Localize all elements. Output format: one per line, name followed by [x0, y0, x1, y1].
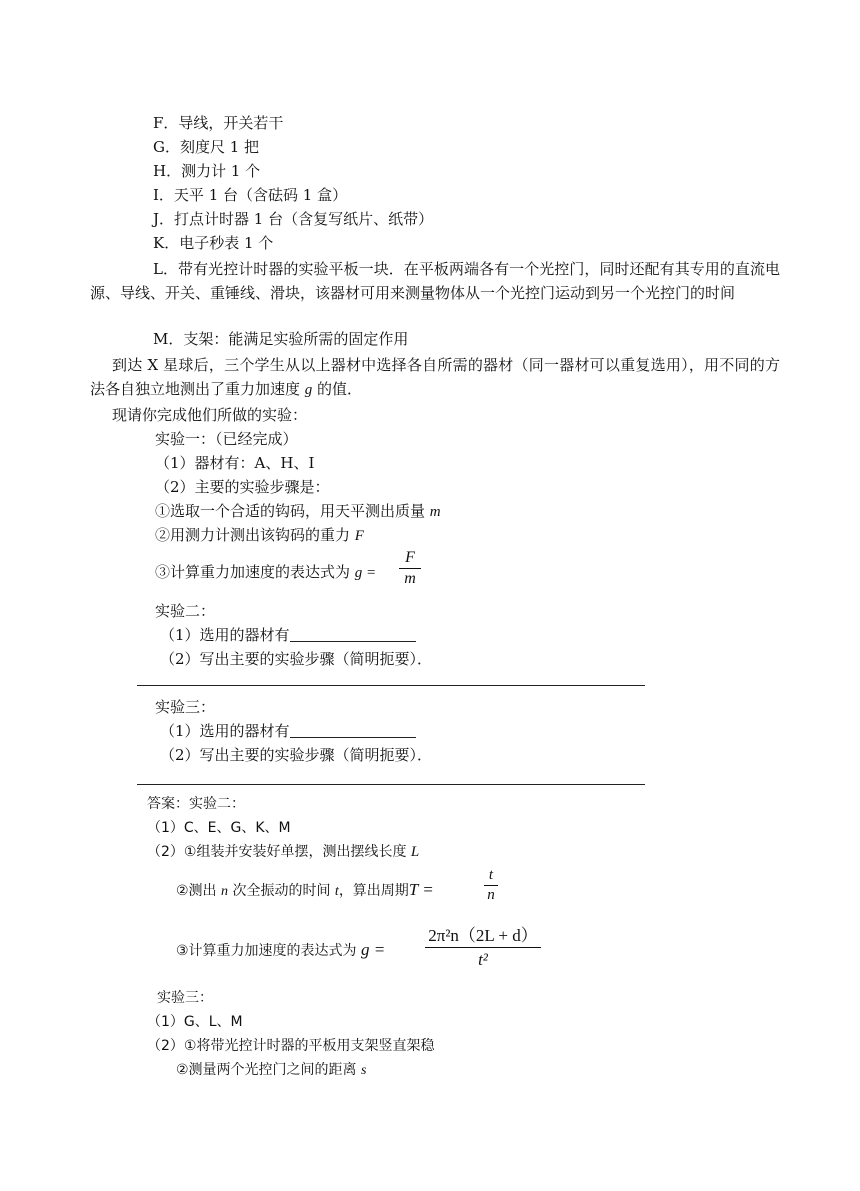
exp2-answer-line[interactable]	[137, 685, 645, 686]
answer-exp3-equipment: （1）G、L、M	[147, 1014, 243, 1030]
exp1-title: 实验一：（已经完成）	[155, 430, 298, 448]
item-M: M．支架：能满足实验所需的固定作用	[153, 330, 409, 348]
answer-exp3-step2	[176, 1060, 366, 1081]
exp1-steps-title: （2）主要的实验步骤是：	[155, 478, 330, 496]
answer-exp2-step2-var-n: n	[221, 884, 229, 899]
exp1-formula-lhs: g =	[354, 565, 377, 581]
exp3-equipment-blank[interactable]	[290, 723, 416, 738]
intro-paragraph	[90, 353, 780, 402]
item-F: F．导线，开关若干	[153, 114, 284, 132]
exp3-answer-line[interactable]	[137, 784, 645, 785]
item-K: K．电子秒表 1 个	[153, 234, 274, 252]
answer-exp2-step2	[176, 880, 434, 902]
exp2-equipment	[160, 625, 416, 645]
exp2-equipment-label: （1）选用的器材有	[160, 626, 290, 644]
intro-var-g: g	[304, 382, 313, 398]
answer-exp2-step1-text: （2）①组装并安装好单摆，测出摆线长度	[147, 844, 411, 860]
answer-exp2-step2-text-a: ②测出	[176, 883, 222, 899]
exp2-steps-prompt: （2）写出主要的实验步骤（简明扼要）．	[160, 650, 433, 668]
period-lhs: T =	[408, 880, 434, 899]
answer-exp3-title: 实验三：	[157, 990, 213, 1006]
exp1-equipment: （1）器材有：A、H、I	[155, 454, 315, 472]
answer-exp2-step1	[147, 842, 419, 862]
answer-exp2-step3	[176, 940, 385, 961]
exp1-step2-var: F	[354, 528, 364, 544]
answer-exp2-step2-var-t: t	[334, 884, 339, 899]
exp1-formula-fraction	[399, 548, 421, 589]
exp1-step3-text: ③计算重力加速度的表达式为	[155, 563, 355, 581]
exp3-steps-prompt: （2）写出主要的实验步骤（简明扼要）．	[160, 746, 433, 764]
answer-exp2-equipment: （1）C、E、G、K、M	[147, 820, 291, 836]
g-formula-numerator: 2π²n（2L + d）	[428, 926, 538, 945]
answer-exp3-step2-text: ②测量两个光控门之间的距离	[176, 1062, 362, 1078]
exp1-step3	[155, 562, 376, 583]
exp2-equipment-blank[interactable]	[290, 627, 416, 642]
exp1-formula-denominator: m	[404, 570, 416, 587]
exp1-step1	[155, 501, 441, 522]
exp3-equipment	[160, 721, 416, 741]
answer-exp3-step1: （2）①将带光控计时器的平板用支架竖直架稳	[147, 1038, 435, 1054]
answer-exp2-step2-text-c: ，算出周期	[338, 883, 409, 899]
g-formula-lhs: g =	[361, 940, 386, 959]
intro-text-b: 的值．	[312, 380, 363, 398]
exp3-equipment-label: （1）选用的器材有	[160, 722, 290, 740]
g-formula-fraction	[425, 924, 541, 971]
exp1-step2	[155, 525, 364, 546]
item-I: I．天平 1 台（含砝码 1 盒）	[153, 186, 348, 204]
exp1-formula-numerator: F	[405, 549, 415, 566]
answer-exp2-step1-var: L	[410, 844, 420, 860]
g-formula-denominator: t²	[478, 950, 488, 969]
answer-heading: 答案：实验二：	[147, 796, 245, 812]
intro-text-a: 到达 X 星球后，三个学生从以上器材中选择各自所需的器材（同一器材可以重复选用），用不同的方法各自独立地测出了重力加速度	[90, 356, 780, 398]
answer-exp2-step2-text-b: 次全振动的时间	[228, 883, 335, 899]
item-H: H．测力计 1 个	[153, 162, 261, 180]
exp2-title: 实验二：	[155, 602, 216, 620]
exp1-step1-var: m	[429, 504, 441, 520]
exp3-title: 实验三：	[155, 698, 216, 716]
answer-exp3-step2-var: s	[361, 1063, 367, 1078]
item-J: J．打点计时器 1 台（含复写纸片、纸带）	[153, 210, 434, 228]
item-G: G．刻度尺 1 把	[153, 138, 260, 156]
period-denominator: n	[487, 887, 495, 903]
item-L: L．带有光控计时器的实验平板一块．在平板两端各有一个光控门，同时还配有其专用的直流电源、导线、开关、重锤线、滑块，该器材可用来测量物体从一个光控门运动到另一个光控门的时间	[90, 260, 780, 302]
exp1-step1-text: ①选取一个合适的钩码，用天平测出质量	[155, 502, 430, 520]
intro-request: 现请你完成他们所做的实验：	[112, 406, 308, 424]
answer-exp2-step3-text: ③计算重力加速度的表达式为	[176, 943, 362, 959]
exp1-step2-text: ②用测力计测出该钩码的重力	[155, 526, 355, 544]
period-numerator: t	[488, 867, 494, 883]
period-fraction	[484, 866, 498, 905]
